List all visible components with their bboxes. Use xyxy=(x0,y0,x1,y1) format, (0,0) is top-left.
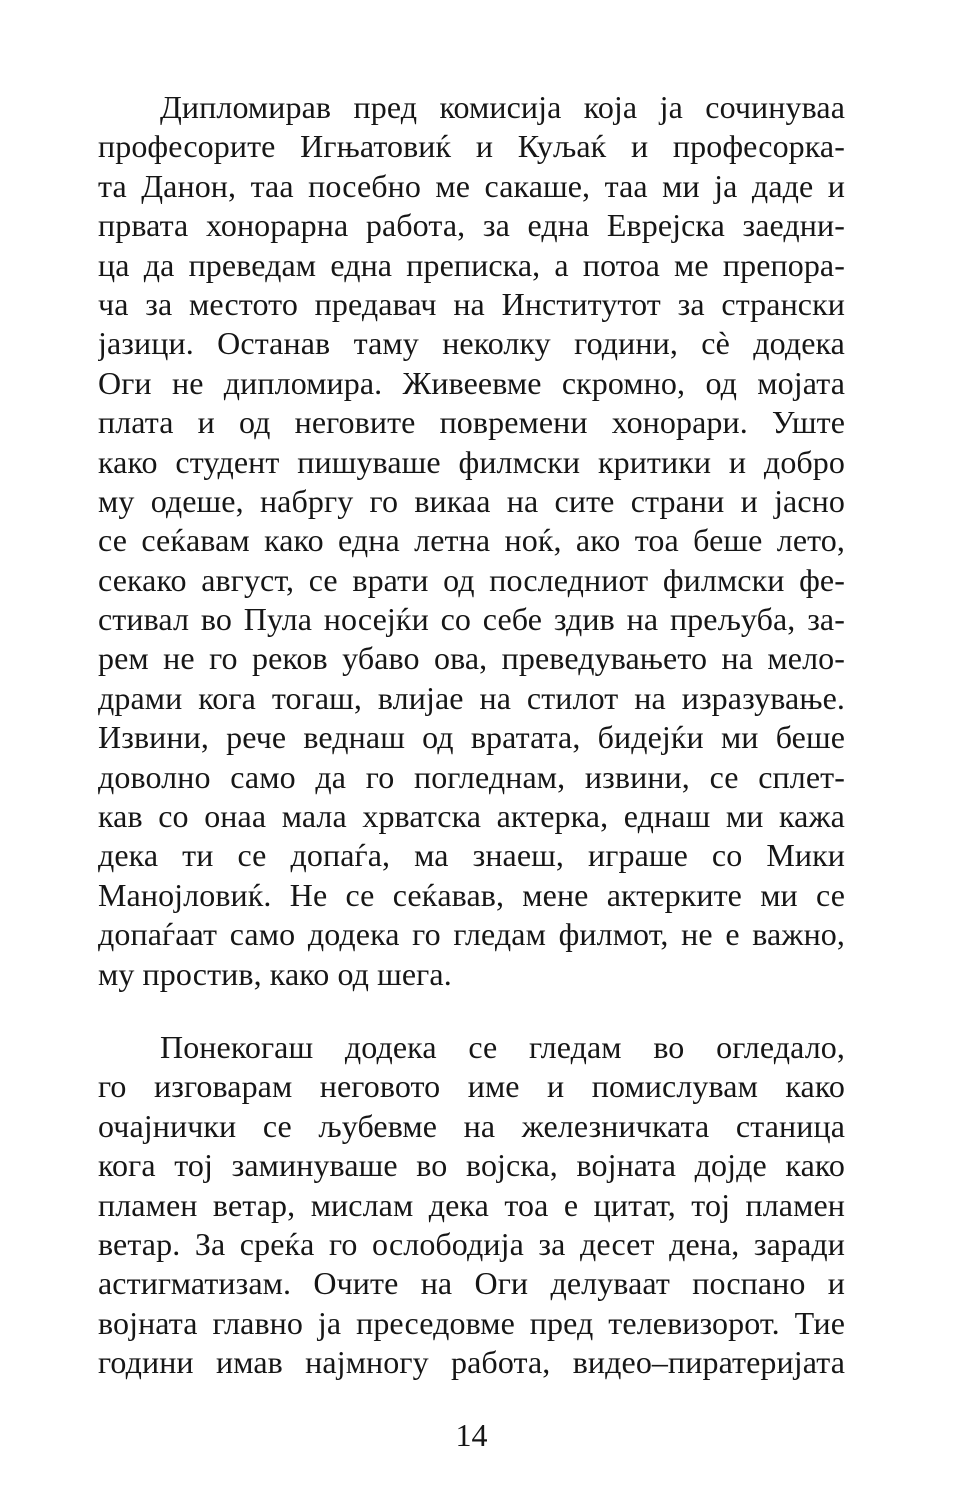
text-line: рем не го реков убаво ова, преведувањето на мело- xyxy=(98,640,845,677)
text-line: години имав најмногу работа, видео–пиратеријата xyxy=(98,1344,845,1381)
text-line: ца да преведам една преписка, а потоа ме препора- xyxy=(98,246,845,283)
text-line: Манојловиќ. Не се сеќавав, мене актерките ми се xyxy=(98,876,845,913)
paragraph xyxy=(98,88,845,994)
text-line: се сеќавам како една летна ноќ, ако тоа беше лето, xyxy=(98,522,845,559)
text-line: драми кога тогаш, влијае на стилот на изразување. xyxy=(98,679,845,716)
text-line: та Данон, таа посебно ме сакаше, таа ми ја даде и xyxy=(98,167,845,204)
text-line: војната главно ја преседовме пред телевизорот. Тие xyxy=(98,1304,845,1341)
text-line: Понекогаш додека се гледам во огледало, xyxy=(160,1028,845,1065)
text-line: кога тој заминуваше во војска, војната дојде како xyxy=(98,1147,845,1184)
text-line: ветар. За среќа го ослободија за десет дена, заради xyxy=(98,1225,845,1262)
text-line: очајнички се љубевме на железничката станица xyxy=(98,1107,845,1144)
text-line: кав со онаа мала хрватска актерка, еднаш ми кажа xyxy=(98,798,845,835)
paragraph xyxy=(98,1028,845,1383)
text-line: Оги не дипломира. Живеевме скромно, од мојата xyxy=(98,364,845,401)
text-line: стивал во Пула носејќи со себе здив на прељуба, за- xyxy=(98,601,845,638)
text-line: секако август, се врати од последниот филмски фе- xyxy=(98,561,845,598)
text-line: дека ти се допаѓа, ма знаеш, играше со Мики xyxy=(98,837,845,874)
page-number: 14 xyxy=(455,1417,488,1453)
page-text-block xyxy=(98,88,845,1383)
text-line: допаѓаат само додека го гледам филмот, не е важно, xyxy=(98,916,845,953)
text-line: му одеше, набргу го викаа на сите страни и јасно xyxy=(98,482,845,519)
text-line: доволно само да го погледнам, извини, се сплет- xyxy=(98,758,845,795)
text-line: астигматизам. Очите на Оги делуваат поспано и xyxy=(98,1265,845,1302)
text-line: професорите Игњатовиќ и Куљаќ и професорка- xyxy=(98,128,845,165)
text-line: плата и од неговите повремени хонорари. Уште xyxy=(98,404,845,441)
text-line: како студент пишуваше филмски критики и добро xyxy=(98,443,845,480)
text-line: му простив, како од шега. xyxy=(98,955,452,992)
text-line: го изговарам неговото име и помислувам како xyxy=(98,1068,845,1105)
text-line: пламен ветар, мислам дека тоа е цитат, тој пламен xyxy=(98,1186,845,1223)
text-line: ча за местото предавач на Институтот за странски xyxy=(98,285,845,322)
text-line: Извини, рече веднаш од вратата, бидејќи ми беше xyxy=(98,719,845,756)
text-line: Дипломирав пред комисија која ја сочинуваа xyxy=(160,89,845,125)
text-line: првата хонорарна работа, за една Еврејска заедни- xyxy=(98,207,845,244)
text-line: јазици. Останав таму неколку години, сѐ додека xyxy=(98,325,845,362)
